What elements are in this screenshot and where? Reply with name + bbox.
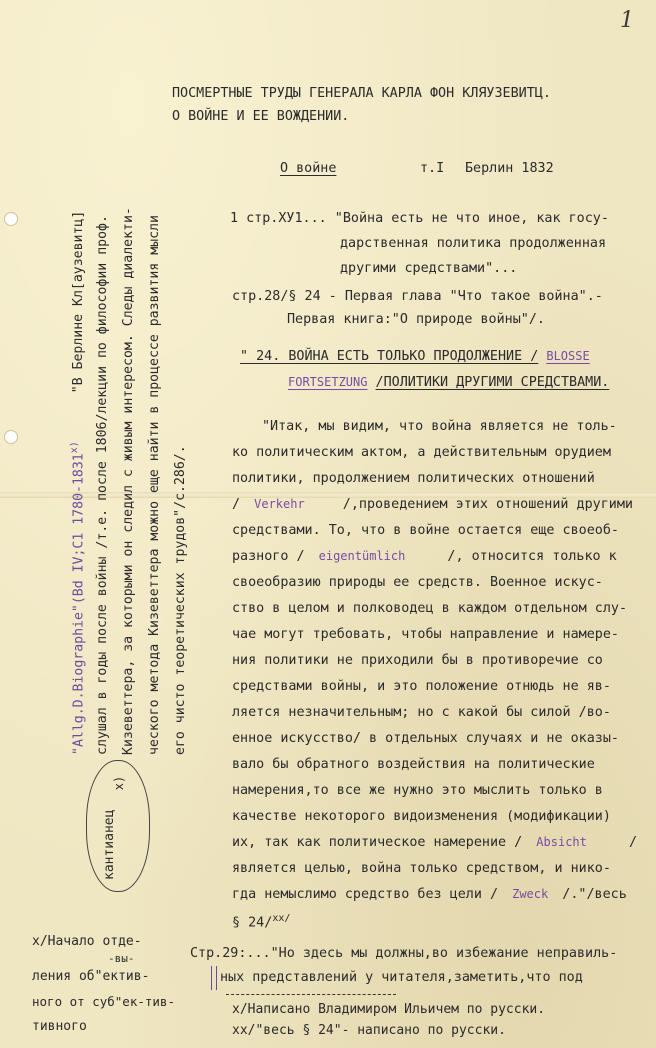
- body-text: /."/весь: [562, 887, 627, 902]
- ref-line1: стр.28/§ 24 - Первая глава "Что такое война".-: [232, 289, 603, 304]
- work-title: О войне: [280, 161, 337, 176]
- body-line: вало бы обратного воздействия на политические: [232, 757, 595, 772]
- vertical-margin-note: [70, 115, 190, 755]
- body-line-eigentumlich: [232, 550, 617, 563]
- heading-german-2: FORTSETZUNG: [288, 375, 368, 389]
- footnote-mark: xx/: [272, 913, 291, 924]
- body-line: своеобразию природы ее средств. Военное искус-: [232, 575, 603, 590]
- body-text: /,проведением этих отношений другими: [342, 497, 633, 512]
- page29-line2: ных представлений у читателя,заметить,что под: [220, 970, 583, 985]
- heading-german-1: BLOSSE: [546, 349, 590, 363]
- body-line: является целью, война только средством, и нико-: [232, 861, 611, 876]
- margin-note-insert: -вы-: [108, 952, 135, 965]
- body-line: намерения,то все же нужно это мыслить только в: [232, 783, 603, 798]
- vertical-footnote-mark: x): [69, 441, 80, 454]
- punch-hole-bottom: [4, 430, 18, 444]
- body-line-absicht: [232, 836, 637, 849]
- german-term: eigentümlich: [318, 549, 406, 563]
- title-line-1: ПОСМЕРТНЫЕ ТРУДЫ ГЕНЕРАЛА КАРЛА ФОН КЛЯУЗЕВИТЦ.: [172, 86, 551, 101]
- body-line-zweck: [232, 888, 627, 901]
- margin-note-line2: ления об"ектив-: [32, 969, 150, 984]
- page29-line1: Стр.29:..."Но здесь мы должны,во избежание неправиль-: [190, 946, 618, 961]
- place-year: Берлин 1832: [465, 161, 554, 176]
- body-line: ния политики не приходили бы в противоречие со: [232, 653, 603, 668]
- body-line: политики, продолжением политических отношений: [232, 471, 595, 486]
- volume-label: т.I: [420, 161, 445, 176]
- heading-line1-text: " 24. ВОЙНА ЕСТЬ ТОЛЬКО ПРОДОЛЖЕНИЕ /: [240, 349, 539, 364]
- ref-line2: Первая книга:"О природе войны"/.: [287, 312, 545, 327]
- page-number: 1: [620, 8, 634, 33]
- body-text: /, относится только к: [447, 549, 617, 564]
- heading-line1: [240, 350, 590, 363]
- body-text: их, так как политическое намерение /: [232, 835, 523, 850]
- vertical-line-1-quote: "В Берлине Кл[аузевитц]: [71, 210, 87, 394]
- body-line: ство в целом и полководец в каждом отдельном слу-: [232, 601, 628, 616]
- heading-line2: [288, 376, 609, 389]
- heading-line2-text: /ПОЛИТИКИ ДРУГИМИ СРЕДСТВАМИ.: [375, 375, 610, 390]
- vertical-line-2: слушал в годы после войны /т.е. после 1806/лекции по философии проф.: [95, 215, 110, 755]
- german-term: Absicht: [536, 835, 587, 849]
- quote1-line2: дарственная политика продолженная: [340, 236, 607, 251]
- german-term: Zweck: [512, 887, 549, 901]
- body-line: средствами войны, и это положение отнюдь не яв-: [232, 679, 611, 694]
- body-text: разного /: [232, 549, 305, 564]
- margin-note-line3: ного от суб"ек-тив-: [32, 994, 175, 1009]
- body-line: чае могут требовать, чтобы направление и намере-: [232, 627, 619, 642]
- footnote-rule: [226, 994, 396, 995]
- cantinanec-mark: x): [112, 775, 127, 791]
- body-line: средствами. То, что в войне остается еще своеоб-: [232, 523, 619, 538]
- footnote-x: x/Написано Владимиром Ильичем по русски.: [232, 1002, 546, 1017]
- title-line-2: О ВОЙНЕ И ЕЕ ВОЖДЕНИИ.: [172, 109, 350, 124]
- margin-double-bar: [211, 966, 217, 990]
- footnote-xx: xx/"весь § 24"- написано по русски.: [232, 1023, 506, 1038]
- body-line: качестве некоторого видоизменения (модификации): [232, 809, 611, 824]
- vertical-line-5: его чисто теоретических трудов"/с.286/.: [173, 445, 188, 755]
- body-line: ляется незначительным; но с какой бы силой /во-: [232, 705, 611, 720]
- vertical-line-1-source: "Allg.D.Biographie"(Bd IV;C1 1780-1831: [71, 453, 87, 755]
- german-term: Verkehr: [254, 497, 305, 511]
- quote1-line3: другими средствами"...: [340, 261, 518, 276]
- body-line-verkehr: [232, 498, 633, 511]
- vertical-line-1: [70, 211, 86, 755]
- vertical-line-3: Кизеветтера, за которыми он следил с живым интересом. Следы диалекти-: [121, 207, 136, 755]
- vertical-line-4: ческого метода Кизеветтера можно еще найти в процессе развития мысли: [147, 215, 162, 755]
- body-line: енное искусство/ в отдельных случаях и не оказы-: [232, 731, 619, 746]
- body-text: /: [232, 497, 241, 512]
- body-line: "Итак, мы видим, что война является не толь-: [262, 419, 617, 434]
- quote1-line1: 1 стр.ХУ1... "Война есть не что иное, как госу-: [230, 211, 609, 226]
- body-text: § 24/: [232, 915, 273, 931]
- punch-hole-top: [4, 212, 18, 226]
- cantinanec-word: кантианец: [102, 809, 117, 880]
- margin-note-line1: х/Начало отде-: [32, 934, 142, 949]
- margin-note-line4: тивного: [32, 1019, 87, 1034]
- body-text: гда немыслимо средство без цели /: [232, 887, 499, 902]
- body-line: ко политическим актом, а действительным орудием: [232, 445, 611, 460]
- body-line-paragraph-ref: [232, 914, 290, 930]
- body-text: /: [628, 835, 637, 850]
